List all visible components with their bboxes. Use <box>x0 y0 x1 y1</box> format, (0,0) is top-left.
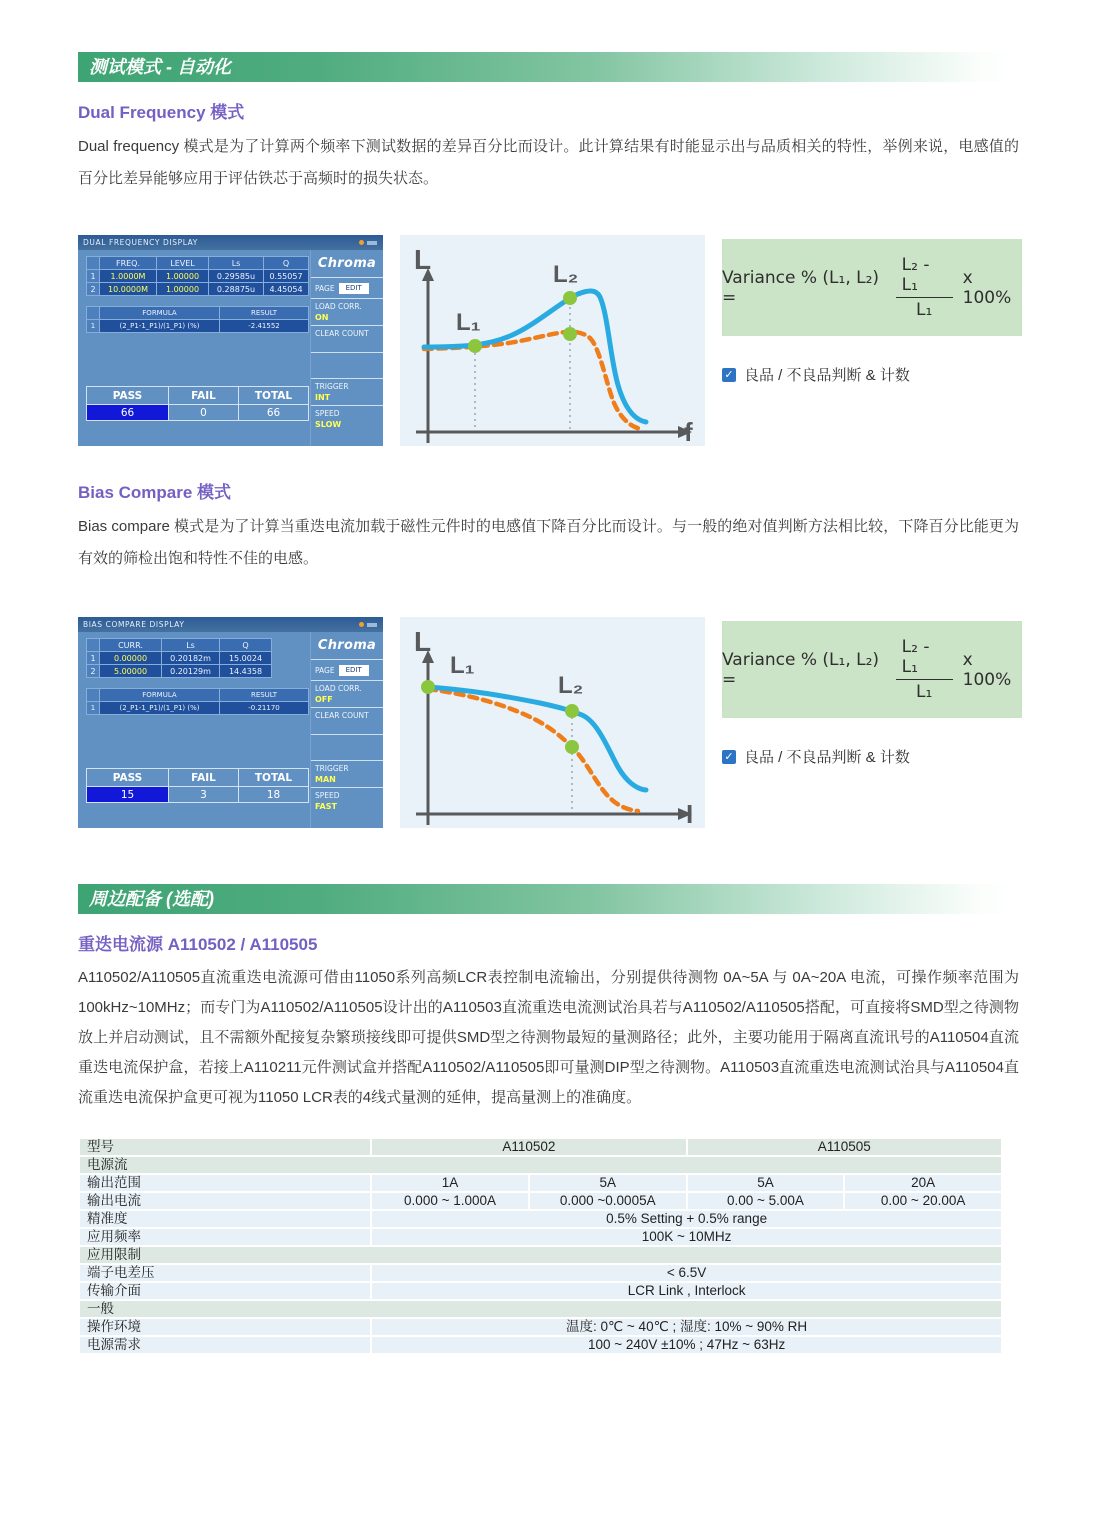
checkbox-checked-icon: ✓ <box>722 750 736 764</box>
col-header: Q <box>264 257 309 270</box>
paragraph-peripherals: A110502/A110505直流重迭电流源可借由11050系列高频LCR表控制电流输出，分别提供待测物 0A~5A 与 0A~20A 电流，可操作频率范围为100kHz~10MHz；而专门为A110502/A110505设计出的A110503直流重迭电流测试治具若与A110502/A110505搭配，可直接将SMD型之待测物放上并启动测试，且不需额外配接复杂繁琐接线即可提供SMD型之待测物最短的量测路径；此外，主要功能用于隔离直流讯号的A110504直流重迭电流保护盒，若接上A110211元件测试盒并搭配A110502/A110505即可量测DIP型之待测物。A110503直流重迭电流测试治具与A110504直流重迭电流保护盒更可视为11050 LCR表的4线式量测的延伸，提高量测上的准确度。 <box>78 969 1019 1106</box>
total-header: TOTAL <box>239 769 309 787</box>
table-row: 1 0.00000 0.20182m 15.0024 <box>87 652 272 665</box>
variance-formula-box <box>722 239 1022 336</box>
pass-fail-counter <box>86 386 309 421</box>
table-row: 传输介面 LCR Link , Interlock <box>79 1282 1002 1300</box>
y-axis-label: L <box>414 244 432 275</box>
col-header: RESULT <box>220 689 309 702</box>
banner-title: 周边配备 (选配) <box>89 889 214 909</box>
col-header: Ls <box>209 257 264 270</box>
status-bar-icon <box>367 623 377 627</box>
table-row: 操作环境 温度: 0℃ ~ 40℃ ; 湿度: 10% ~ 90% RH <box>79 1318 1002 1336</box>
label-l2: L₂ <box>553 261 579 288</box>
heading-bias-current-source: 重迭电流源 A110502 / A110505 <box>78 935 318 954</box>
section-banner-test-mode <box>78 52 1019 82</box>
model-a110505: A110505 <box>687 1138 1002 1156</box>
curve-l1-solid <box>428 687 646 790</box>
table-row: 1 (2_P1-1_P1)/(1_P1) (%) -0.21170 <box>87 702 309 715</box>
table-section-row: 电源流 <box>79 1156 1002 1174</box>
pass-header: PASS <box>87 387 169 405</box>
lcd-title: DUAL FREQUENCY DISPLAY <box>83 238 198 247</box>
label-l2: L₂ <box>558 672 584 699</box>
variance-formula-box <box>722 621 1022 718</box>
lcr-screen-bias-compare <box>78 617 383 828</box>
point-l1 <box>468 339 482 353</box>
dual-frequency-right-column <box>722 235 1022 446</box>
measurement-table <box>86 256 309 296</box>
lcd-softkey-sidebar <box>310 250 383 446</box>
table-row: 2 10.0000M 1.00000 0.28875u 4.45054 <box>87 283 309 296</box>
lcd-softkey-sidebar <box>310 632 383 828</box>
x-axis-label: f <box>684 417 693 446</box>
paragraph-bias-compare: Bias compare 模式是为了计算当重迭电流加载于磁性元件时的电感值下降百分比而设计。与一般的绝对值判断方法相比较，下降百分比能更为有效的筛检出饱和特性不佳的电感。 <box>78 518 1019 567</box>
fail-count: 0 <box>169 405 239 421</box>
checkbox-checked-icon: ✓ <box>722 368 736 382</box>
bias-compare-figure-row <box>78 617 1019 828</box>
chroma-logo: Chroma <box>311 632 383 660</box>
lcd-status-icons <box>359 240 377 245</box>
pass-fail-counter <box>86 768 309 803</box>
dual-frequency-chart <box>400 235 705 446</box>
formula-table <box>86 688 309 715</box>
point-l2-orange <box>565 740 579 754</box>
formula-lead: Variance % (L₁, L₂) = <box>722 649 880 690</box>
lcd-titlebar <box>78 235 383 250</box>
col-header: Q <box>220 639 272 652</box>
heading-dual-frequency: Dual Frequency 模式 <box>78 103 245 122</box>
speed-softkey: SPEED FAST <box>315 791 340 811</box>
formula-suffix: x 100% <box>962 267 1012 308</box>
col-header: FORMULA <box>100 307 220 320</box>
dual-frequency-figure-row <box>78 235 1019 446</box>
edit-box: EDIT <box>339 283 369 294</box>
paragraph-dual-frequency: Dual frequency 模式是为了计算两个频率下测试数据的差异百分比而设计。此计算结果有时能显示出与品质相关的特性，举例来说，电感值的百分比差异能够应用于评估铁芯于高频时的损失状态。 <box>78 138 1019 187</box>
chroma-logo: Chroma <box>311 250 383 278</box>
col-header: CURR. <box>100 639 162 652</box>
formula-table <box>86 306 309 333</box>
label-l1: L₁ <box>456 309 481 336</box>
col-header: RESULT <box>220 307 309 320</box>
fail-header: FAIL <box>169 387 239 405</box>
lcd-main-area <box>78 632 310 828</box>
table-row: 精准度 0.5% Setting + 0.5% range <box>79 1210 1002 1228</box>
point-l2-blue <box>565 704 579 718</box>
pass-fail-note: ✓ 良品 / 不良品判断 & 计数 <box>722 746 1022 767</box>
bias-compare-right-column <box>722 617 1022 828</box>
edit-box: EDIT <box>339 665 369 676</box>
table-row: 端子电差压 < 6.5V <box>79 1264 1002 1282</box>
table-row: 1 (2_P1-1_P1)/(1_P1) (%) -2.41552 <box>87 320 309 333</box>
speed-softkey: SPEED SLOW <box>315 409 342 429</box>
spec-table <box>78 1137 1003 1355</box>
lcd-titlebar <box>78 617 383 632</box>
formula-lead: Variance % (L₁, L₂) = <box>722 267 880 308</box>
status-dot-icon <box>359 240 364 245</box>
y-axis-label: L <box>414 626 432 657</box>
formula-fraction: $\frac{\text{L₂ - L₁}}{\text{L₁}}$ <box>896 637 953 702</box>
x-axis-label: I <box>686 799 694 828</box>
lcr-screen-dual-frequency <box>78 235 383 446</box>
heading-bias-compare: Bias Compare 模式 <box>78 483 232 502</box>
table-row: 电源需求 100 ~ 240V ±10% ; 47Hz ~ 63Hz <box>79 1336 1002 1354</box>
point-l2-orange <box>563 327 577 341</box>
total-count: 18 <box>239 787 309 803</box>
pass-count: 15 <box>87 787 169 803</box>
banner-title: 测试模式 - 自动化 <box>89 57 231 77</box>
lcd-body <box>78 632 383 828</box>
measurement-table <box>86 638 272 678</box>
pass-fail-note: ✓ 良品 / 不良品判断 & 计数 <box>722 364 1022 385</box>
trigger-softkey: TRIGGER INT <box>311 379 383 406</box>
blank-softkey <box>311 735 383 761</box>
fail-count: 3 <box>169 787 239 803</box>
col-header: FORMULA <box>100 689 220 702</box>
table-section-row: 应用限制 <box>79 1246 1002 1264</box>
col-header: FREQ. <box>100 257 157 270</box>
page-softkey: PAGE EDIT <box>311 660 383 681</box>
point-l2-blue <box>563 291 577 305</box>
table-row: 输出范围 1A 5A 5A 20A <box>79 1174 1002 1192</box>
table-section-row: 一般 <box>79 1300 1002 1318</box>
status-dot-icon <box>359 622 364 627</box>
col-header: LEVEL <box>157 257 209 270</box>
section-banner-peripherals <box>78 884 1019 914</box>
table-row: 应用频率 100K ~ 10MHz <box>79 1228 1002 1246</box>
fail-header: FAIL <box>169 769 239 787</box>
col-header: Ls <box>162 639 220 652</box>
point-l1 <box>421 680 435 694</box>
formula-suffix: x 100% <box>962 649 1012 690</box>
clear-count-softkey: CLEAR COUNT <box>311 326 383 353</box>
lcd-main-area <box>78 250 310 446</box>
trigger-softkey: TRIGGER MAN <box>311 761 383 788</box>
label-l1: L₁ <box>450 652 475 679</box>
table-row: 输出电流 0.000 ~ 1.000A 0.000 ~0.0005A 0.00 ~ 5.00A 0.00 ~ 20.00A <box>79 1192 1002 1210</box>
model-a110502: A110502 <box>371 1138 686 1156</box>
pass-count: 66 <box>87 405 169 421</box>
page-softkey: PAGE EDIT <box>311 278 383 299</box>
table-row: 1 1.0000M 1.00000 0.29585u 0.55057 <box>87 270 309 283</box>
table-row: 2 5.00000 0.20129m 14.4358 <box>87 665 272 678</box>
status-bar-icon <box>367 241 377 245</box>
blank-softkey <box>311 353 383 379</box>
table-row-model: 型号 A110502 A110505 <box>79 1138 1002 1156</box>
total-count: 66 <box>239 405 309 421</box>
pass-header: PASS <box>87 769 169 787</box>
datasheet-page <box>0 52 1102 1395</box>
lcd-status-icons <box>359 622 377 627</box>
clear-count-softkey: CLEAR COUNT <box>311 708 383 735</box>
load-corr-softkey: LOAD CORR. OFF <box>311 681 383 708</box>
total-header: TOTAL <box>239 387 309 405</box>
bias-compare-chart <box>400 617 705 828</box>
formula-fraction: $\frac{\text{L₂ - L₁}}{\text{L₁}}$ <box>896 255 953 320</box>
lcd-body <box>78 250 383 446</box>
load-corr-softkey: LOAD CORR. ON <box>311 299 383 326</box>
lcd-title: BIAS COMPARE DISPLAY <box>83 620 185 629</box>
